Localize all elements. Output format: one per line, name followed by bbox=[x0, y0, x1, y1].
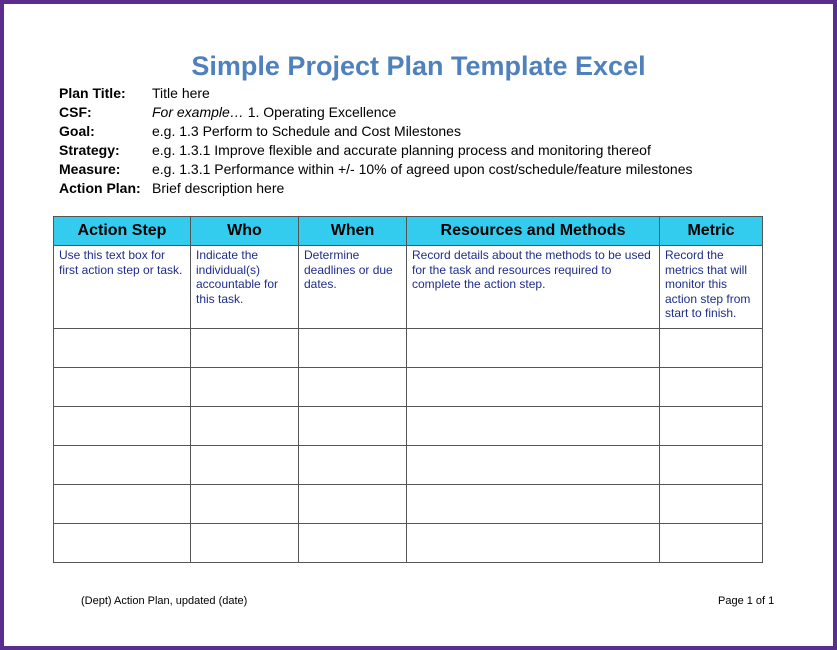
csf-example: For example… bbox=[152, 104, 244, 120]
table-cell[interactable] bbox=[660, 368, 763, 407]
who-description[interactable]: Indicate the individual(s) accountable for this task. bbox=[191, 246, 299, 329]
measure-value[interactable]: e.g. 1.3.1 Performance within +/- 10% of agreed upon cost/schedule/feature milestones bbox=[152, 161, 693, 177]
plan-metadata bbox=[59, 84, 692, 198]
header-when: When bbox=[299, 217, 407, 246]
csf-text: 1. Operating Excellence bbox=[243, 104, 397, 120]
table-cell[interactable] bbox=[54, 329, 191, 368]
action-plan-value[interactable]: Brief description here bbox=[152, 180, 285, 196]
table-cell[interactable] bbox=[191, 407, 299, 446]
action-step-description[interactable]: Use this text box for first action step or task. bbox=[54, 246, 191, 329]
table-cell[interactable] bbox=[54, 407, 191, 446]
table-cell[interactable] bbox=[54, 368, 191, 407]
goal-label: Goal: bbox=[59, 123, 95, 139]
table-cell[interactable] bbox=[299, 407, 407, 446]
table-row bbox=[54, 524, 763, 563]
table-cell[interactable] bbox=[407, 329, 660, 368]
table-cell[interactable] bbox=[660, 329, 763, 368]
action-plan-label: Action Plan: bbox=[59, 180, 141, 196]
table-row bbox=[54, 368, 763, 407]
plan-title-label: Plan Title: bbox=[59, 85, 126, 101]
table-cell[interactable] bbox=[54, 485, 191, 524]
table-row bbox=[54, 446, 763, 485]
table-cell[interactable] bbox=[407, 368, 660, 407]
csf-value[interactable] bbox=[152, 104, 396, 120]
table-row bbox=[54, 329, 763, 368]
table-cell[interactable] bbox=[299, 368, 407, 407]
table-cell[interactable] bbox=[660, 524, 763, 563]
goal-row bbox=[59, 122, 692, 141]
table-cell[interactable] bbox=[191, 368, 299, 407]
plan-title-value[interactable]: Title here bbox=[152, 85, 210, 101]
table-cell[interactable] bbox=[191, 446, 299, 485]
table-cell[interactable] bbox=[660, 407, 763, 446]
table-cell[interactable] bbox=[299, 446, 407, 485]
table-cell[interactable] bbox=[299, 329, 407, 368]
table-cell[interactable] bbox=[191, 524, 299, 563]
table-cell[interactable] bbox=[660, 446, 763, 485]
description-row bbox=[54, 246, 763, 329]
table-row bbox=[54, 407, 763, 446]
header-metric: Metric bbox=[660, 217, 763, 246]
footer-dept-note: (Dept) Action Plan, updated (date) bbox=[81, 595, 248, 607]
table-cell[interactable] bbox=[191, 329, 299, 368]
table-cell[interactable] bbox=[660, 485, 763, 524]
csf-row bbox=[59, 103, 692, 122]
action-plan-table bbox=[53, 216, 763, 563]
table-cell[interactable] bbox=[299, 524, 407, 563]
table-cell[interactable] bbox=[407, 407, 660, 446]
metric-description[interactable]: Record the metrics that will monitor this action step from start to finish. bbox=[660, 246, 763, 329]
table-cell[interactable] bbox=[191, 485, 299, 524]
table-cell[interactable] bbox=[407, 524, 660, 563]
table-cell[interactable] bbox=[407, 446, 660, 485]
header-who: Who bbox=[191, 217, 299, 246]
table-header-row bbox=[54, 217, 763, 246]
table-cell[interactable] bbox=[299, 485, 407, 524]
header-action-step: Action Step bbox=[54, 217, 191, 246]
measure-label: Measure: bbox=[59, 161, 121, 177]
goal-value[interactable]: e.g. 1.3 Perform to Schedule and Cost Milestones bbox=[152, 123, 461, 139]
table-cell[interactable] bbox=[54, 524, 191, 563]
strategy-row bbox=[59, 141, 692, 160]
action-plan-row bbox=[59, 179, 692, 198]
footer-page-number: Page 1 of 1 bbox=[718, 595, 775, 607]
measure-row bbox=[59, 160, 692, 179]
table-row bbox=[54, 485, 763, 524]
page-title: Simple Project Plan Template Excel bbox=[191, 51, 646, 81]
when-description[interactable]: Determine deadlines or due dates. bbox=[299, 246, 407, 329]
csf-label: CSF: bbox=[59, 104, 92, 120]
resources-methods-description[interactable]: Record details about the methods to be used for the task and resources required to complete the action step. bbox=[407, 246, 660, 329]
plan-title-row bbox=[59, 84, 692, 103]
document-page bbox=[4, 4, 833, 646]
table-cell[interactable] bbox=[54, 446, 191, 485]
strategy-value[interactable]: e.g. 1.3.1 Improve flexible and accurate planning process and monitoring thereof bbox=[152, 142, 651, 158]
table-cell[interactable] bbox=[407, 485, 660, 524]
strategy-label: Strategy: bbox=[59, 142, 120, 158]
header-resources-methods: Resources and Methods bbox=[407, 217, 660, 246]
